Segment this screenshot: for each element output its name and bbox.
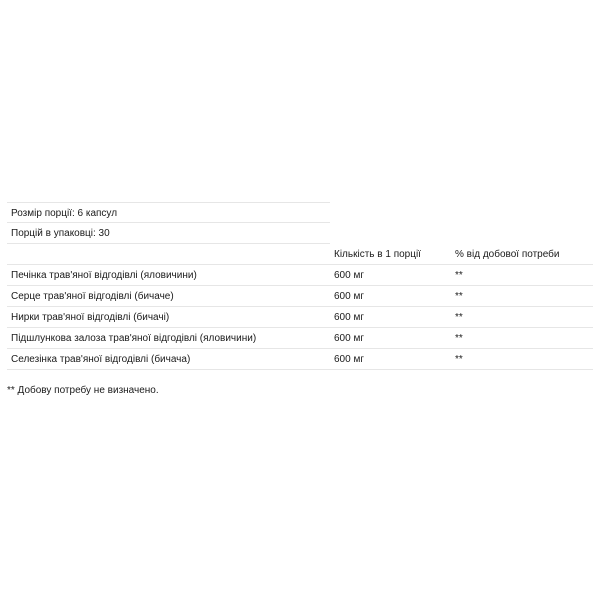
servings-per-container-label: Порцій в упаковці: 30: [11, 228, 110, 239]
ingredient-name: Нирки трав'яної відгодівлі (бичачі): [11, 312, 170, 323]
table-row: [7, 349, 593, 370]
header-daily-value: % від добової потреби: [455, 249, 560, 260]
table-row: [7, 307, 593, 328]
daily-value-footnote: ** Добову потребу не визначено.: [7, 385, 159, 396]
serving-size-row: [7, 202, 330, 223]
ingredient-amount: 600 мг: [334, 312, 364, 323]
supplement-facts-table: [7, 202, 593, 370]
ingredient-amount: 600 мг: [334, 354, 364, 365]
ingredient-amount: 600 мг: [334, 270, 364, 281]
ingredient-daily-value: **: [455, 354, 463, 365]
ingredient-daily-value: **: [455, 291, 463, 302]
ingredient-name: Підшлункова залоза трав'яної відгодівлі (яловичини): [11, 333, 257, 344]
ingredient-amount: 600 мг: [334, 291, 364, 302]
ingredient-name: Серце трав'яної відгодівлі (бичаче): [11, 291, 174, 302]
ingredient-daily-value: **: [455, 270, 463, 281]
servings-per-container-row: [7, 223, 330, 244]
header-amount: Кількість в 1 порції: [334, 249, 421, 260]
ingredient-name: Селезінка трав'яної відгодівлі (бичача): [11, 354, 191, 365]
table-row: [7, 328, 593, 349]
ingredient-name: Печінка трав'яної відгодівлі (яловичини): [11, 270, 197, 281]
ingredient-daily-value: **: [455, 333, 463, 344]
table-header-row: [7, 244, 593, 265]
ingredient-amount: 600 мг: [334, 333, 364, 344]
ingredient-daily-value: **: [455, 312, 463, 323]
table-row: [7, 286, 593, 307]
table-row: [7, 265, 593, 286]
serving-size-label: Розмір порції: 6 капсул: [11, 208, 118, 219]
